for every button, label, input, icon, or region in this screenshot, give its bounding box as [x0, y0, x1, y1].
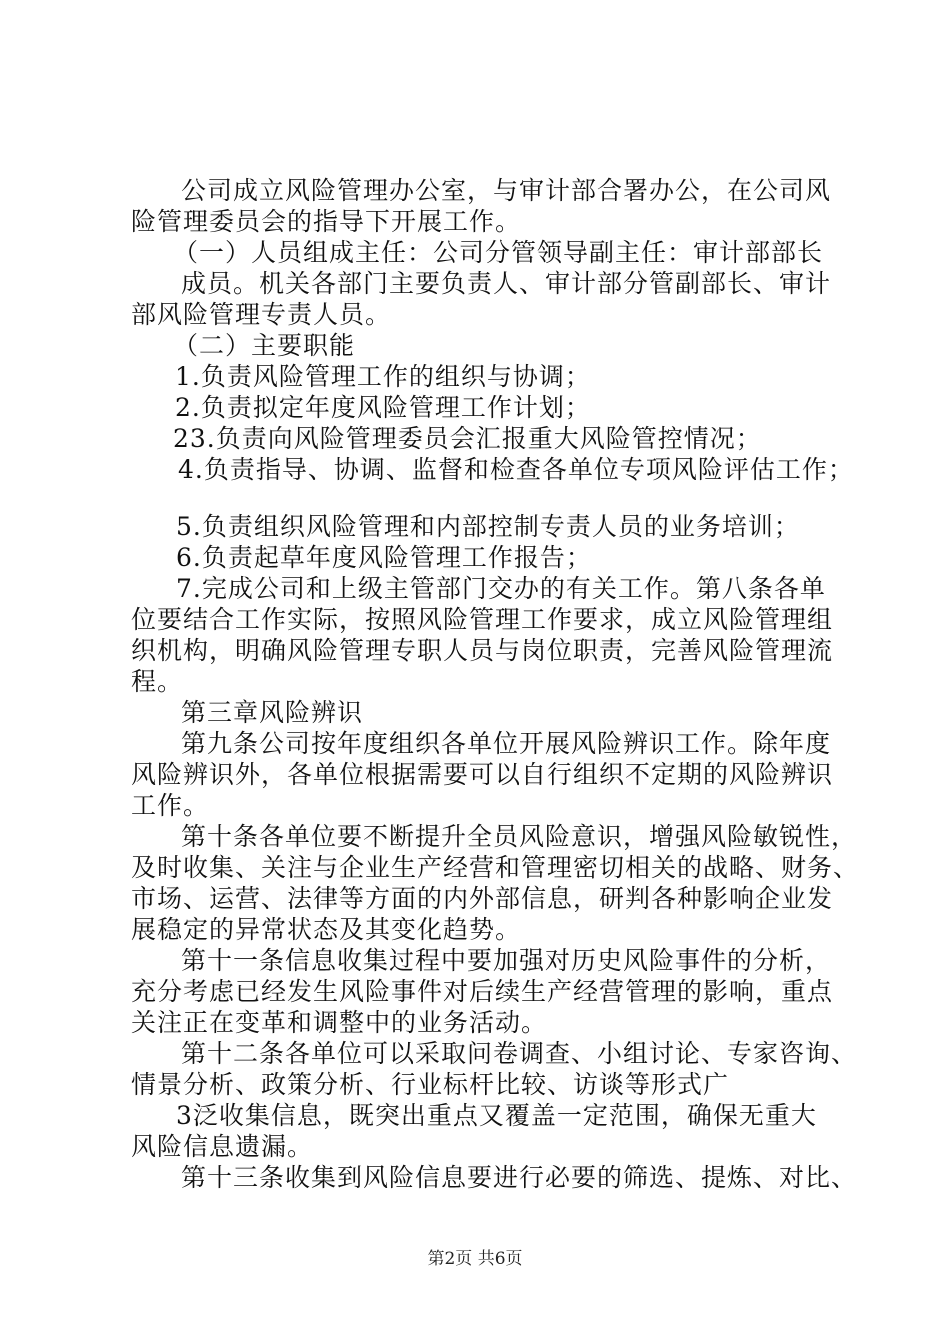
paragraph-line: 展稳定的异常状态及其变化趋势。 — [131, 915, 522, 944]
paragraph-line: 工作。 — [131, 791, 210, 820]
paragraph-line: 险管理委员会的指导下开展工作。 — [131, 207, 522, 236]
paragraph-line: 第十三条收集到风险信息要进行必要的筛选、提炼、对比、 — [181, 1163, 858, 1192]
paragraph-line: 公司成立风险管理办公室，与审计部合署办公，在公司风 — [181, 176, 832, 205]
paragraph-line: 3泛收集信息，既突出重点又覆盖一定范围，确保无重大 — [176, 1101, 817, 1130]
paragraph-line: 第九条公司按年度组织各单位开展风险辨识工作。除年度 — [181, 729, 832, 758]
section-heading: （一）人员组成主任：公司分管领导副主任：审计部部长 — [173, 238, 824, 267]
paragraph-line: 部风险管理专责人员。 — [131, 300, 392, 329]
paragraph-line: 第十二条各单位可以采取问卷调查、小组讨论、专家咨询、 — [181, 1039, 858, 1068]
chapter-heading: 第三章风险辨识 — [181, 698, 364, 727]
paragraph-line: 情景分析、政策分析、行业标杆比较、访谈等形式广 — [131, 1070, 730, 1099]
paragraph-line: 市场、运营、法律等方面的内外部信息，研判各种影响企业发 — [131, 884, 834, 913]
list-item: 1.负责风险管理工作的组织与协调； — [175, 362, 591, 391]
paragraph-line: 及时收集、关注与企业生产经营和管理密切相关的战略、财务、 — [131, 853, 860, 882]
list-item: 5.负责组织风险管理和内部控制专责人员的业务培训； — [176, 512, 800, 541]
paragraph-line: 关注正在变革和调整中的业务活动。 — [131, 1008, 548, 1037]
paragraph-line: 成员。机关各部门主要负责人、审计部分管副部长、审计 — [181, 269, 832, 298]
section-heading: （二）主要职能 — [173, 331, 356, 360]
list-item: 7.完成公司和上级主管部门交办的有关工作。第八条各单 — [176, 574, 826, 603]
paragraph-line: 第十一条信息收集过程中要加强对历史风险事件的分析， — [181, 946, 832, 975]
paragraph-line: 织机构，明确风险管理专职人员与岗位职责，完善风险管理流 — [131, 636, 834, 665]
paragraph-line: 充分考虑已经发生风险事件对后续生产经营管理的影响，重点 — [131, 977, 834, 1006]
list-item: 4.负责指导、协调、监督和检查各单位专项风险评估工作； — [178, 455, 854, 484]
page-number: 第2页 共6页 — [427, 1249, 523, 1269]
paragraph-line: 程。 — [131, 667, 184, 696]
paragraph-line: 位要结合工作实际，按照风险管理工作要求，成立风险管理组 — [131, 605, 834, 634]
list-item: 6.负责起草年度风险管理工作报告； — [176, 543, 592, 572]
paragraph-line: 风险信息遗漏。 — [131, 1132, 314, 1161]
list-item: 2.负责拟定年度风险管理工作计划； — [175, 393, 591, 422]
paragraph-line: 风险辨识外，各单位根据需要可以自行组织不定期的风险辨识 — [131, 760, 834, 789]
list-item: 23.负责向风险管理委员会汇报重大风险管控情况； — [173, 424, 762, 453]
page-footer — [0, 1244, 950, 1269]
paragraph-line: 第十条各单位要不断提升全员风险意识，增强风险敏锐性， — [181, 822, 858, 851]
